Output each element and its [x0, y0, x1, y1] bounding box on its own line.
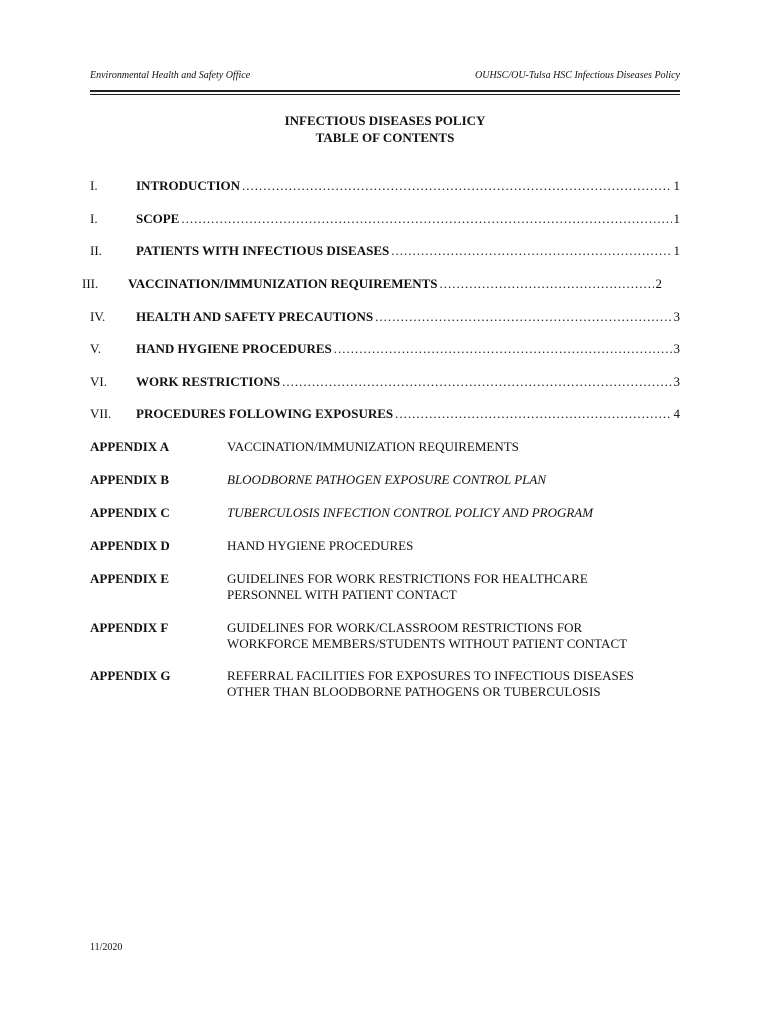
toc-page-number: 1: [673, 211, 680, 226]
footer-date: 11/2020: [90, 942, 123, 953]
toc-number: VI.: [90, 374, 107, 389]
toc-leader-dots: [395, 406, 671, 422]
appendix-desc-line: GUIDELINES FOR WORK RESTRICTIONS FOR HEALTHCARE: [227, 571, 588, 586]
toc-leader-dots: [282, 374, 671, 390]
appendix-label: APPENDIX A: [90, 439, 170, 454]
toc-row-vaccination[interactable]: [82, 276, 662, 294]
toc-number: VII.: [90, 406, 112, 421]
toc-row-exposures[interactable]: [90, 406, 680, 424]
appendix-desc-line: PERSONNEL WITH PATIENT CONTACT: [227, 587, 457, 602]
toc-row-scope[interactable]: [90, 211, 680, 229]
header-rule-thick: [90, 90, 680, 92]
toc-title: VACCINATION/IMMUNIZATION REQUIREMENTS: [128, 276, 438, 291]
header-office: Environmental Health and Safety Office: [90, 70, 251, 81]
appendix-label: APPENDIX D: [90, 538, 170, 553]
appendix-description: [227, 571, 677, 603]
toc-row-work-restrictions[interactable]: [90, 374, 680, 392]
header-rule-thin: [90, 94, 680, 95]
toc-leader-dots: [440, 276, 654, 292]
toc-row-hand-hygiene[interactable]: [90, 341, 680, 359]
appendix-desc-line: GUIDELINES FOR WORK/CLASSROOM RESTRICTIONS FOR: [227, 620, 583, 635]
appendix-description: [227, 505, 677, 521]
toc-page-number: 3: [673, 374, 680, 389]
toc-leader-dots: [181, 211, 671, 227]
document-title: INFECTIOUS DISEASES POLICY: [284, 113, 486, 128]
appendix-label: APPENDIX G: [90, 668, 171, 683]
appendix-description: [227, 538, 677, 554]
appendix-desc-line: HAND HYGIENE PROCEDURES: [227, 538, 414, 553]
appendix-description: [227, 439, 677, 455]
toc-title: SCOPE: [136, 211, 180, 226]
toc-title: WORK RESTRICTIONS: [136, 374, 281, 389]
toc-page-number: 3: [673, 341, 680, 356]
appendix-desc-line: BLOODBORNE PATHOGEN EXPOSURE CONTROL PLAN: [227, 472, 546, 487]
appendix-desc-line: OTHER THAN BLOODBORNE PATHOGENS OR TUBERCULOSIS: [227, 684, 601, 699]
toc-page-number: 1: [673, 178, 680, 193]
toc-row-patients[interactable]: [90, 243, 680, 261]
appendix-desc-line: REFERRAL FACILITIES FOR EXPOSURES TO INFECTIOUS DISEASES: [227, 668, 634, 683]
toc-title: PROCEDURES FOLLOWING EXPOSURES: [136, 406, 394, 421]
header-policy-name: OUHSC/OU-Tulsa HSC Infectious Diseases Policy: [475, 70, 680, 81]
toc-title: HEALTH AND SAFETY PRECAUTIONS: [136, 309, 374, 324]
toc-leader-dots: [334, 341, 672, 357]
appendix-description: [227, 620, 677, 652]
toc-page-number: 1: [673, 243, 680, 258]
appendix-label: APPENDIX E: [90, 571, 170, 586]
toc-leader-dots: [242, 178, 671, 194]
toc-number: V.: [90, 341, 101, 356]
appendix-desc-line: TUBERCULOSIS INFECTION CONTROL POLICY AND PROGRAM: [227, 505, 594, 520]
toc-row-introduction[interactable]: [90, 178, 680, 196]
toc-page-number: 3: [673, 309, 680, 324]
appendix-label: APPENDIX F: [90, 620, 169, 635]
toc-leader-dots: [391, 243, 671, 259]
toc-leader-dots: [375, 309, 671, 325]
toc-heading: TABLE OF CONTENTS: [315, 130, 455, 145]
appendix-description: [227, 668, 677, 700]
toc-page-number: 2: [655, 276, 662, 291]
toc-title: PATIENTS WITH INFECTIOUS DISEASES: [136, 243, 390, 258]
appendix-label: APPENDIX C: [90, 505, 170, 520]
toc-title: INTRODUCTION: [136, 178, 241, 193]
toc-number: IV.: [90, 309, 106, 324]
toc-number: II.: [90, 243, 102, 258]
toc-number: I.: [90, 211, 98, 226]
toc-row-precautions[interactable]: [90, 309, 680, 327]
toc-page-number: 4: [673, 406, 680, 421]
toc-number: I.: [90, 178, 98, 193]
appendix-label: APPENDIX B: [90, 472, 170, 487]
appendix-description: [227, 472, 677, 488]
toc-number: III.: [82, 276, 99, 291]
toc-title: HAND HYGIENE PROCEDURES: [136, 341, 332, 356]
appendix-desc-line: VACCINATION/IMMUNIZATION REQUIREMENTS: [227, 439, 519, 454]
appendix-desc-line: WORKFORCE MEMBERS/STUDENTS WITHOUT PATIENT CONTACT: [227, 636, 628, 651]
